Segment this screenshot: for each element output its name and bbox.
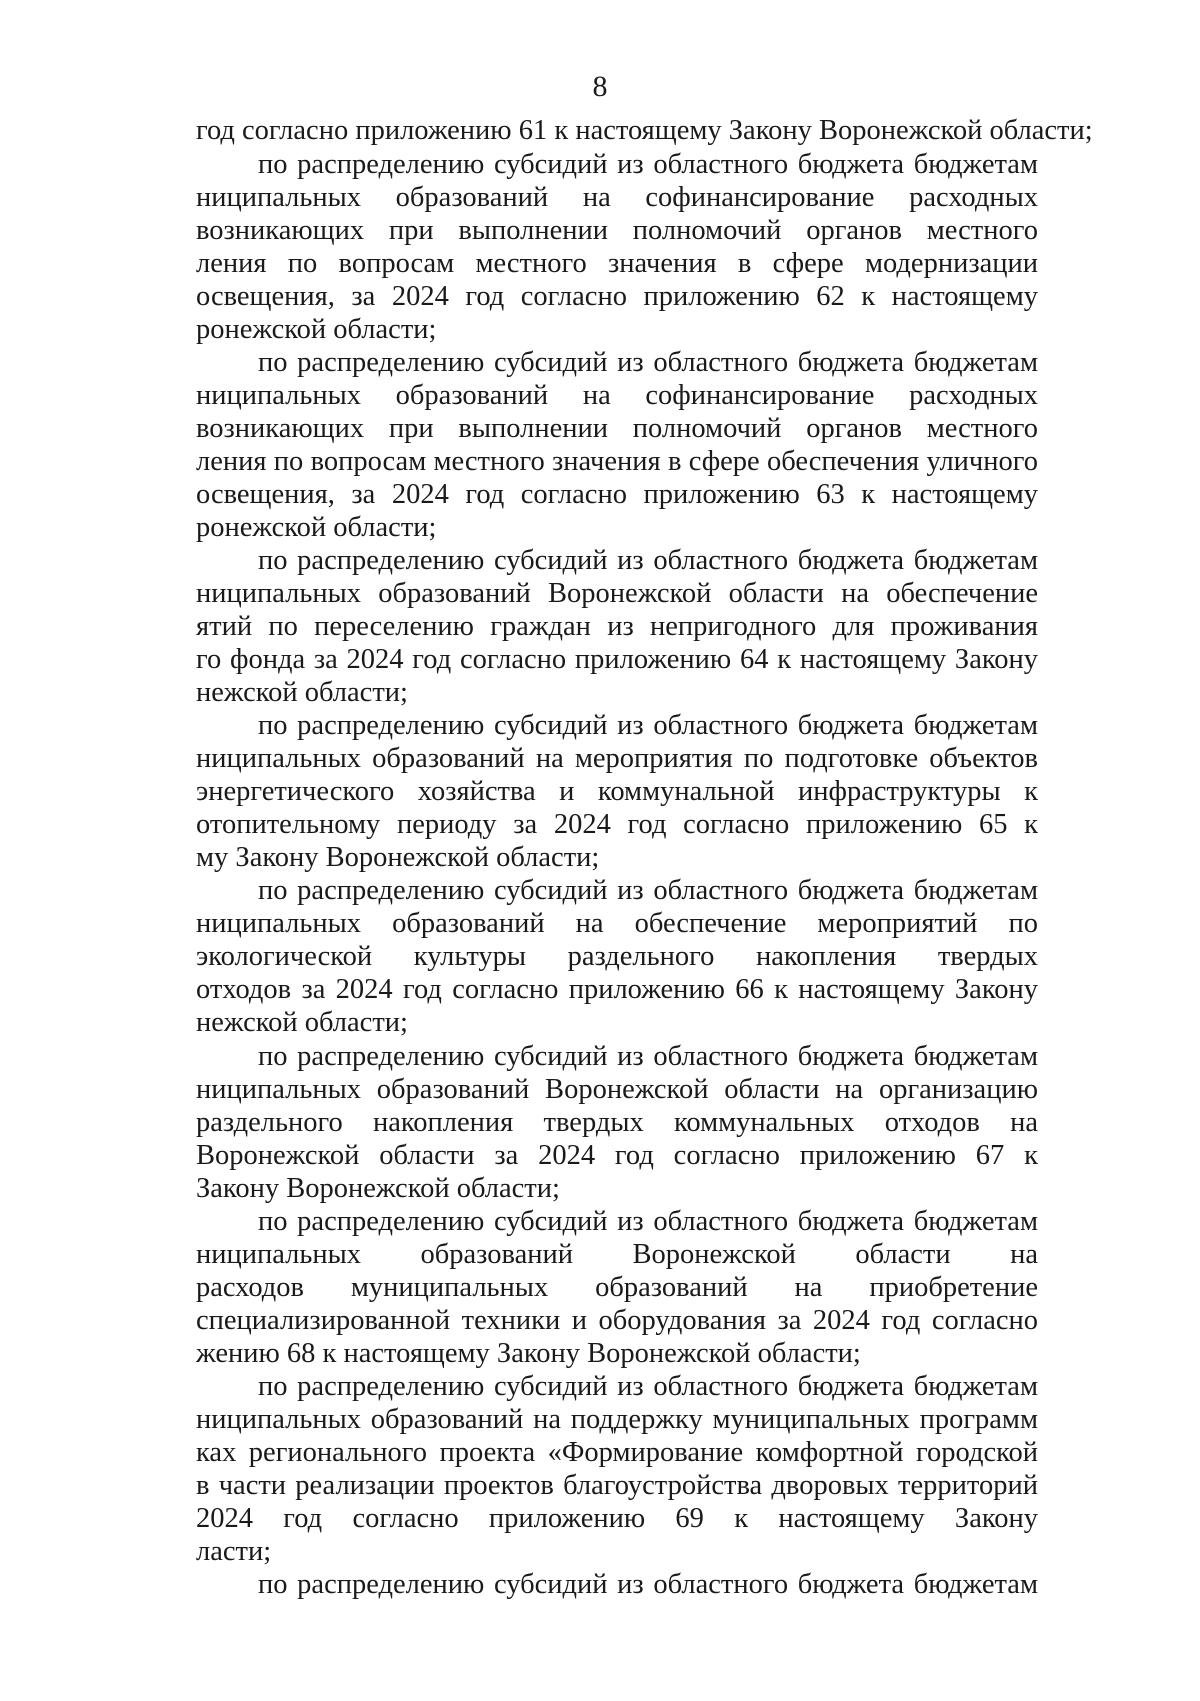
text-line: ятий по переселению граждан из непригодного для проживания [196,611,1038,642]
text-line: освещения, за 2024 год согласно приложению 62 к настоящему [196,281,1038,312]
page-number: 8 [592,70,608,103]
text-line: по распределению субсидий из областного бюджета бюджетам [258,875,1038,906]
text-line: по распределению субсидий из областного бюджета бюджетам [258,710,1038,741]
text-line: в части реализации проектов благоустройства дворовых территорий [196,1470,1038,1501]
text-line: ронежской области; [196,314,437,345]
text-line: по распределению субсидий из областного бюджета бюджетам [258,149,1038,180]
text-line: по распределению субсидий из областного бюджета бюджетам [258,1371,1038,1402]
text-line: 2024 год согласно приложению 69 к настоящему Закону [196,1503,1038,1534]
text-line: отходов за 2024 год согласно приложению 66 к настоящему Закону [196,974,1038,1005]
text-line: по распределению субсидий из областного бюджета бюджетам [258,1569,1038,1600]
text-line: по распределению субсидий из областного бюджета бюджетам [258,545,1038,576]
text-line: ласти; [196,1536,272,1567]
text-line: освещения, за 2024 год согласно приложению 63 к настоящему [196,479,1038,510]
text-line: ления по вопросам местного значения в сфере обеспечения уличного [196,446,1038,477]
text-line: Закону Воронежской области; [196,1173,560,1204]
text-line: ниципальных образований Воронежской области на обеспечение [196,578,1038,609]
text-line: по распределению субсидий из областного бюджета бюджетам [258,1041,1038,1072]
text-line: отопительному периоду за 2024 год согласно приложению 65 к [196,809,1038,840]
text-line: энергетического хозяйства и коммунальной инфраструктуры к [196,776,1038,807]
text-line: нежской области; [196,1007,408,1038]
text-line: Воронежской области за 2024 год согласно приложению 67 к [196,1140,1038,1171]
text-line: по распределению субсидий из областного бюджета бюджетам [258,347,1038,378]
text-line: ниципальных образований на софинансирование расходных [196,182,1038,213]
text-line: го фонда за 2024 год согласно приложению 64 к настоящему Закону [196,644,1038,675]
text-line: ниципальных образований на мероприятия по подготовке объектов [196,743,1038,774]
text-line: экологической культуры раздельного накопления твердых [196,941,1038,972]
text-line: год согласно приложению 61 к настоящему Закону Воронежской области; [196,115,1093,146]
text-line: ниципальных образований Воронежской области на организацию [196,1074,1038,1105]
text-line: ниципальных образований на обеспечение мероприятий по [196,908,1038,939]
text-line: раздельного накопления твердых коммунальных отходов на [196,1107,1038,1138]
text-line: ниципальных образований Воронежской области на [196,1239,1038,1270]
text-line: специализированной техники и оборудования за 2024 год согласно [196,1305,1038,1336]
text-line: ронежской области; [196,512,437,543]
text-line: ниципальных образований на софинансирование расходных [196,380,1038,411]
text-line: возникающих при выполнении полномочий органов местного [196,413,1038,444]
text-line: по распределению субсидий из областного бюджета бюджетам [258,1206,1038,1237]
text-line: расходов муниципальных образований на приобретение [196,1272,1038,1303]
text-line: возникающих при выполнении полномочий органов местного [196,215,1038,246]
text-line: ниципальных образований на поддержку муниципальных программ [196,1404,1038,1435]
text-line: нежской области; [196,677,408,708]
text-line: му Закону Воронежской области; [196,842,600,873]
text-line: ления по вопросам местного значения в сфере модернизации [196,248,1038,279]
text-line: жению 68 к настоящему Закону Воронежской области; [196,1338,861,1369]
text-line: ках регионального проекта «Формирование комфортной городской [196,1437,1038,1468]
